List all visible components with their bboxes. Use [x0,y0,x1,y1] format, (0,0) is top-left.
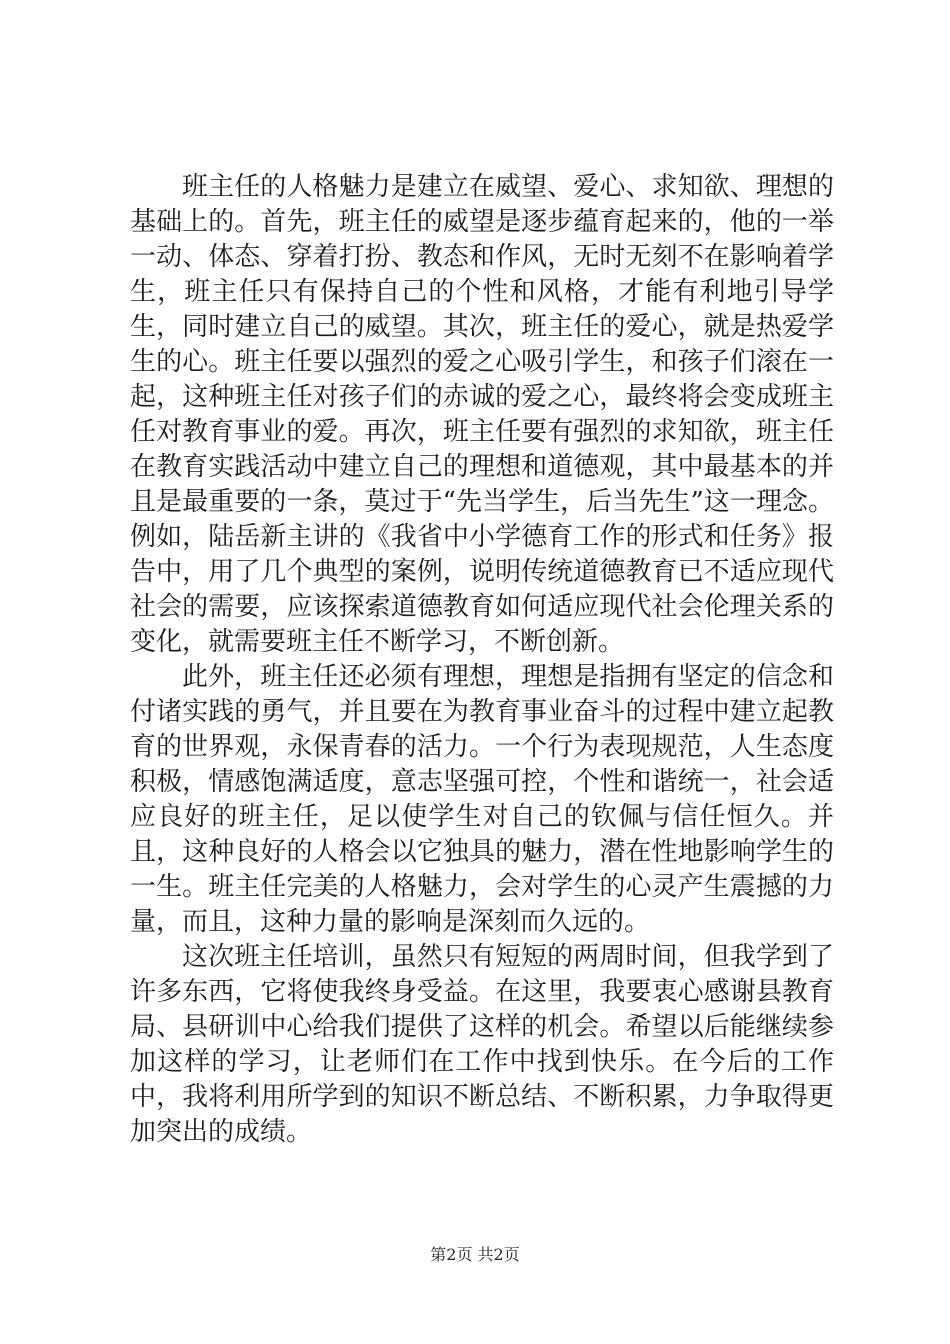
paragraph-training-summary: 这次班主任培训，虽然只有短短的两周时间，但我学到了许多东西，它将使我终身受益。在这里，我要衷心感谢县教育局、县研训中心给我们提供了这样的机会。希望以后能继续参加这样的学习，让老师们在工作中找到快乐。在今后的工作中，我将利用所学到的知识不断总结、不断积累，力争取得更加突出的成绩。 [130,942,834,1147]
paragraph-personality-charm: 班主任的人格魅力是建立在威望、爱心、求知欲、理想的基础上的。首先，班主任的威望是逐步蕴育起来的，他的一举一动、体态、穿着打扮、教态和作风，无时无刻不在影响着学生，班主任只有保持自己的个性和风格，才能有利地引导学生，同时建立自己的威望。其次，班主任的爱心，就是热爱学生的心。班主任要以强烈的爱之心吸引学生，和孩子们滚在一起，这种班主任对孩子们的赤诚的爱之心，最终将会变成班主任对教育事业的爱。再次，班主任要有强烈的求知欲，班主任在教育实践活动中建立自己的理想和道德观，其中最基本的并且是最重要的一条，莫过于“先当学生，后当先生”这一理念。例如，陆岳新主讲的《我省中小学德育工作的形式和任务》报告中，用了几个典型的案例，说明传统道德教育已不适应现代社会的需要，应该探索道德教育如何适应现代社会伦理关系的变化，就需要班主任不断学习，不断创新。 [130,172,834,657]
paragraph-ideals: 此外，班主任还必须有理想，理想是指拥有坚定的信念和付诸实践的勇气，并且要在为教育事业奋斗的过程中建立起教育的世界观，永保青春的活力。一个行为表现规范，人生态度积极，情感饱满适度，意志坚强可控，个性和谐统一，社会适应良好的班主任，足以使学生对自己的钦佩与信任恒久。并且，这种良好的人格会以它独具的魅力，潜在性地影响学生的一生。班主任完美的人格魅力，会对学生的心灵产生震撼的力量，而且，这种力量的影响是深刻而久远的。 [130,662,834,937]
page-number-footer: 第2页 共2页 [430,1245,520,1264]
document-body [130,170,834,1150]
